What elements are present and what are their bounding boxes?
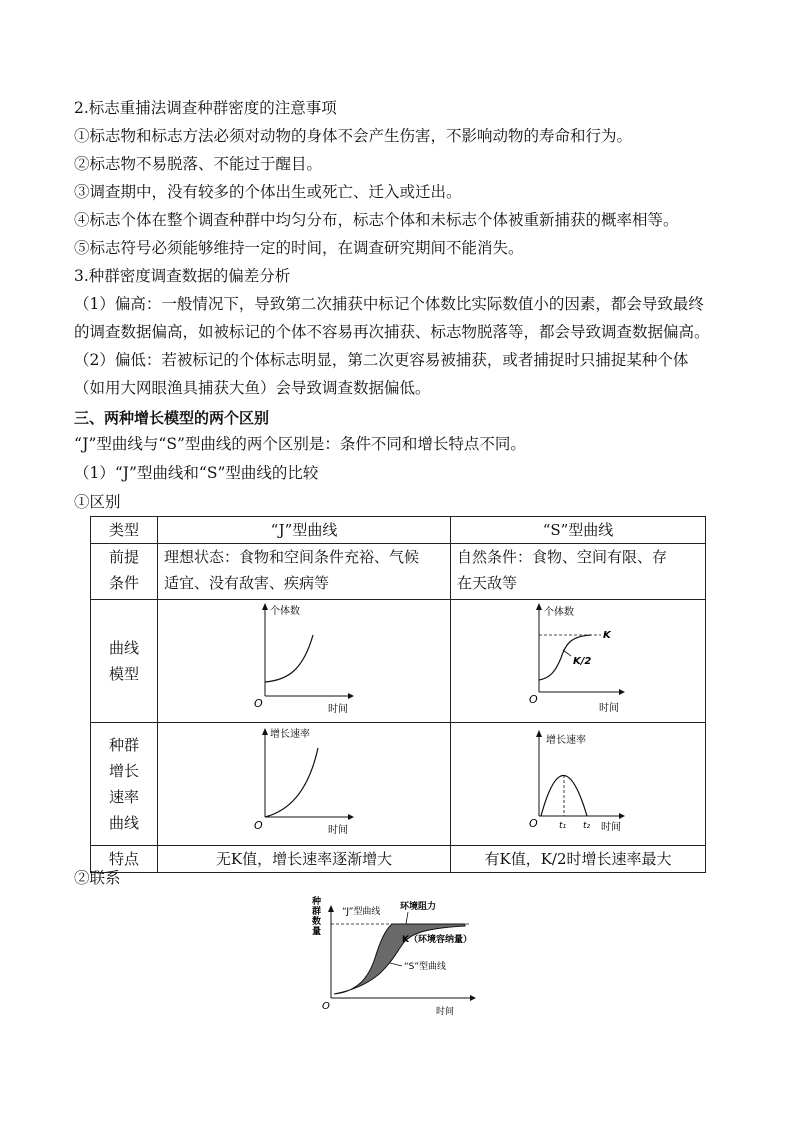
j-curve-model-graph — [158, 600, 451, 714]
part3-heading: 三、两种增长模型的两个区别 — [74, 409, 270, 427]
j-premise: 理想状态：食物和空间条件充裕、气候 适宜、没有敌害、疾病等 — [158, 544, 451, 600]
j-feature: 无K值，增长速率逐渐增大 — [158, 846, 451, 873]
part3-intro: “J”型曲线与“S”型曲线的两个区别是：条件不同和增长特点不同。 — [74, 435, 526, 453]
y-axis-label: 个体数 — [544, 607, 574, 618]
y-label-char-1: 种 — [312, 897, 322, 907]
y-label-char-2: 群 — [312, 907, 322, 917]
y-label-char-4: 量 — [312, 927, 322, 937]
x-axis-label: 时间 — [328, 825, 348, 836]
row-premise-label: 前提 条件 — [91, 544, 158, 600]
difference-label: ①区别 — [74, 493, 121, 511]
header-type: 类型 — [91, 517, 158, 544]
origin-label: O — [529, 817, 538, 830]
y-label-char-3: 数 — [312, 917, 322, 927]
k-label: K — [603, 630, 611, 641]
section2-item-4: ④标志个体在整个调查种群中均匀分布，标志个体和未标志个体被重新捕获的概率相等。 — [74, 211, 679, 229]
resistance-label: 环境阻力 — [400, 902, 437, 912]
j-curve-label: “J”型曲线 — [342, 907, 381, 917]
j-rate-curve — [265, 748, 318, 817]
s-curve-label: “S”型曲线 — [404, 962, 447, 972]
y-axis-label: 增长速率 — [270, 729, 310, 740]
row-feature-label: 特点 — [91, 846, 158, 873]
section2-item-5: ⑤标志符号必须能够维持一定的时间，在调查研究期间不能消失。 — [74, 239, 524, 257]
section3-line-1: （1）偏高：一般情况下，导致第二次捕获中标记个体数比实际数值小的因素，都会导致最终 — [74, 295, 704, 313]
x-axis-label: 时间 — [601, 822, 621, 833]
part3-subheading: （1）“J”型曲线和“S”型曲线的比较 — [74, 464, 319, 482]
k-half-label: K/2 — [573, 656, 592, 667]
y-axis-label: 个体数 — [270, 606, 300, 617]
x-axis-label: 时间 — [328, 704, 348, 714]
section2-item-2: ②标志物不易脱落、不能过于醒目。 — [74, 155, 323, 173]
header-s-curve: “S”型曲线 — [451, 517, 706, 544]
section3-line-2: 的调查数据偏高，如被标记的个体不容易再次捕获、标志物脱落等，都会导致调查数据偏高。 — [74, 323, 710, 341]
section2-item-3: ③调查期中，没有较多的个体出生或死亡、迁入或迁出。 — [74, 183, 462, 201]
origin-label: O — [322, 1001, 330, 1012]
j-growth-curve — [265, 635, 313, 682]
comparison-table — [90, 516, 706, 873]
j-rate-graph — [158, 723, 451, 837]
carrying-capacity-label: K（环境容纳量） — [402, 935, 472, 945]
connection-label: ②联系 — [74, 869, 121, 887]
j-rate-cell — [158, 723, 451, 846]
t2-label: t₂ — [583, 821, 591, 831]
x-axis-label: 时间 — [599, 703, 619, 714]
origin-label: O — [529, 693, 538, 706]
origin-label: O — [254, 697, 263, 710]
s-premise: 自然条件：食物、空间有限、存 在天敌等 — [451, 544, 706, 600]
s-curve-model-cell — [451, 600, 706, 723]
connection-figure — [310, 890, 500, 1020]
y-axis-label: 增长速率 — [546, 735, 586, 746]
section3-line-4: （如用大网眼渔具捕获大鱼）会导致调查数据偏低。 — [74, 379, 431, 397]
s-feature: 有K值，K/2时增长速率最大 — [451, 846, 706, 873]
row-rate-label: 种群 增长 速率 曲线 — [91, 723, 158, 846]
row-curve-label: 曲线 模型 — [91, 600, 158, 723]
s-curve-model-graph — [451, 600, 706, 714]
s-rate-cell — [451, 723, 706, 846]
header-j-curve: “J”型曲线 — [158, 517, 451, 544]
section2-title: 2.标志重捕法调查种群密度的注意事项 — [74, 99, 337, 117]
x-axis-label: 时间 — [436, 1007, 455, 1017]
section2-item-1: ①标志物和标志方法必须对动物的身体不会产生伤害，不影响动物的寿命和行为。 — [74, 127, 633, 145]
origin-label: O — [254, 819, 263, 832]
s-rate-graph — [451, 723, 706, 837]
t1-label: t₁ — [559, 821, 567, 831]
j-curve-model-cell — [158, 600, 451, 723]
section3-title: 3.种群密度调查数据的偏差分析 — [74, 267, 291, 285]
section3-line-3: （2）偏低：若被标记的个体标志明显，第二次更容易被捕获，或者捕捉时只捕捉某种个体 — [74, 351, 689, 369]
